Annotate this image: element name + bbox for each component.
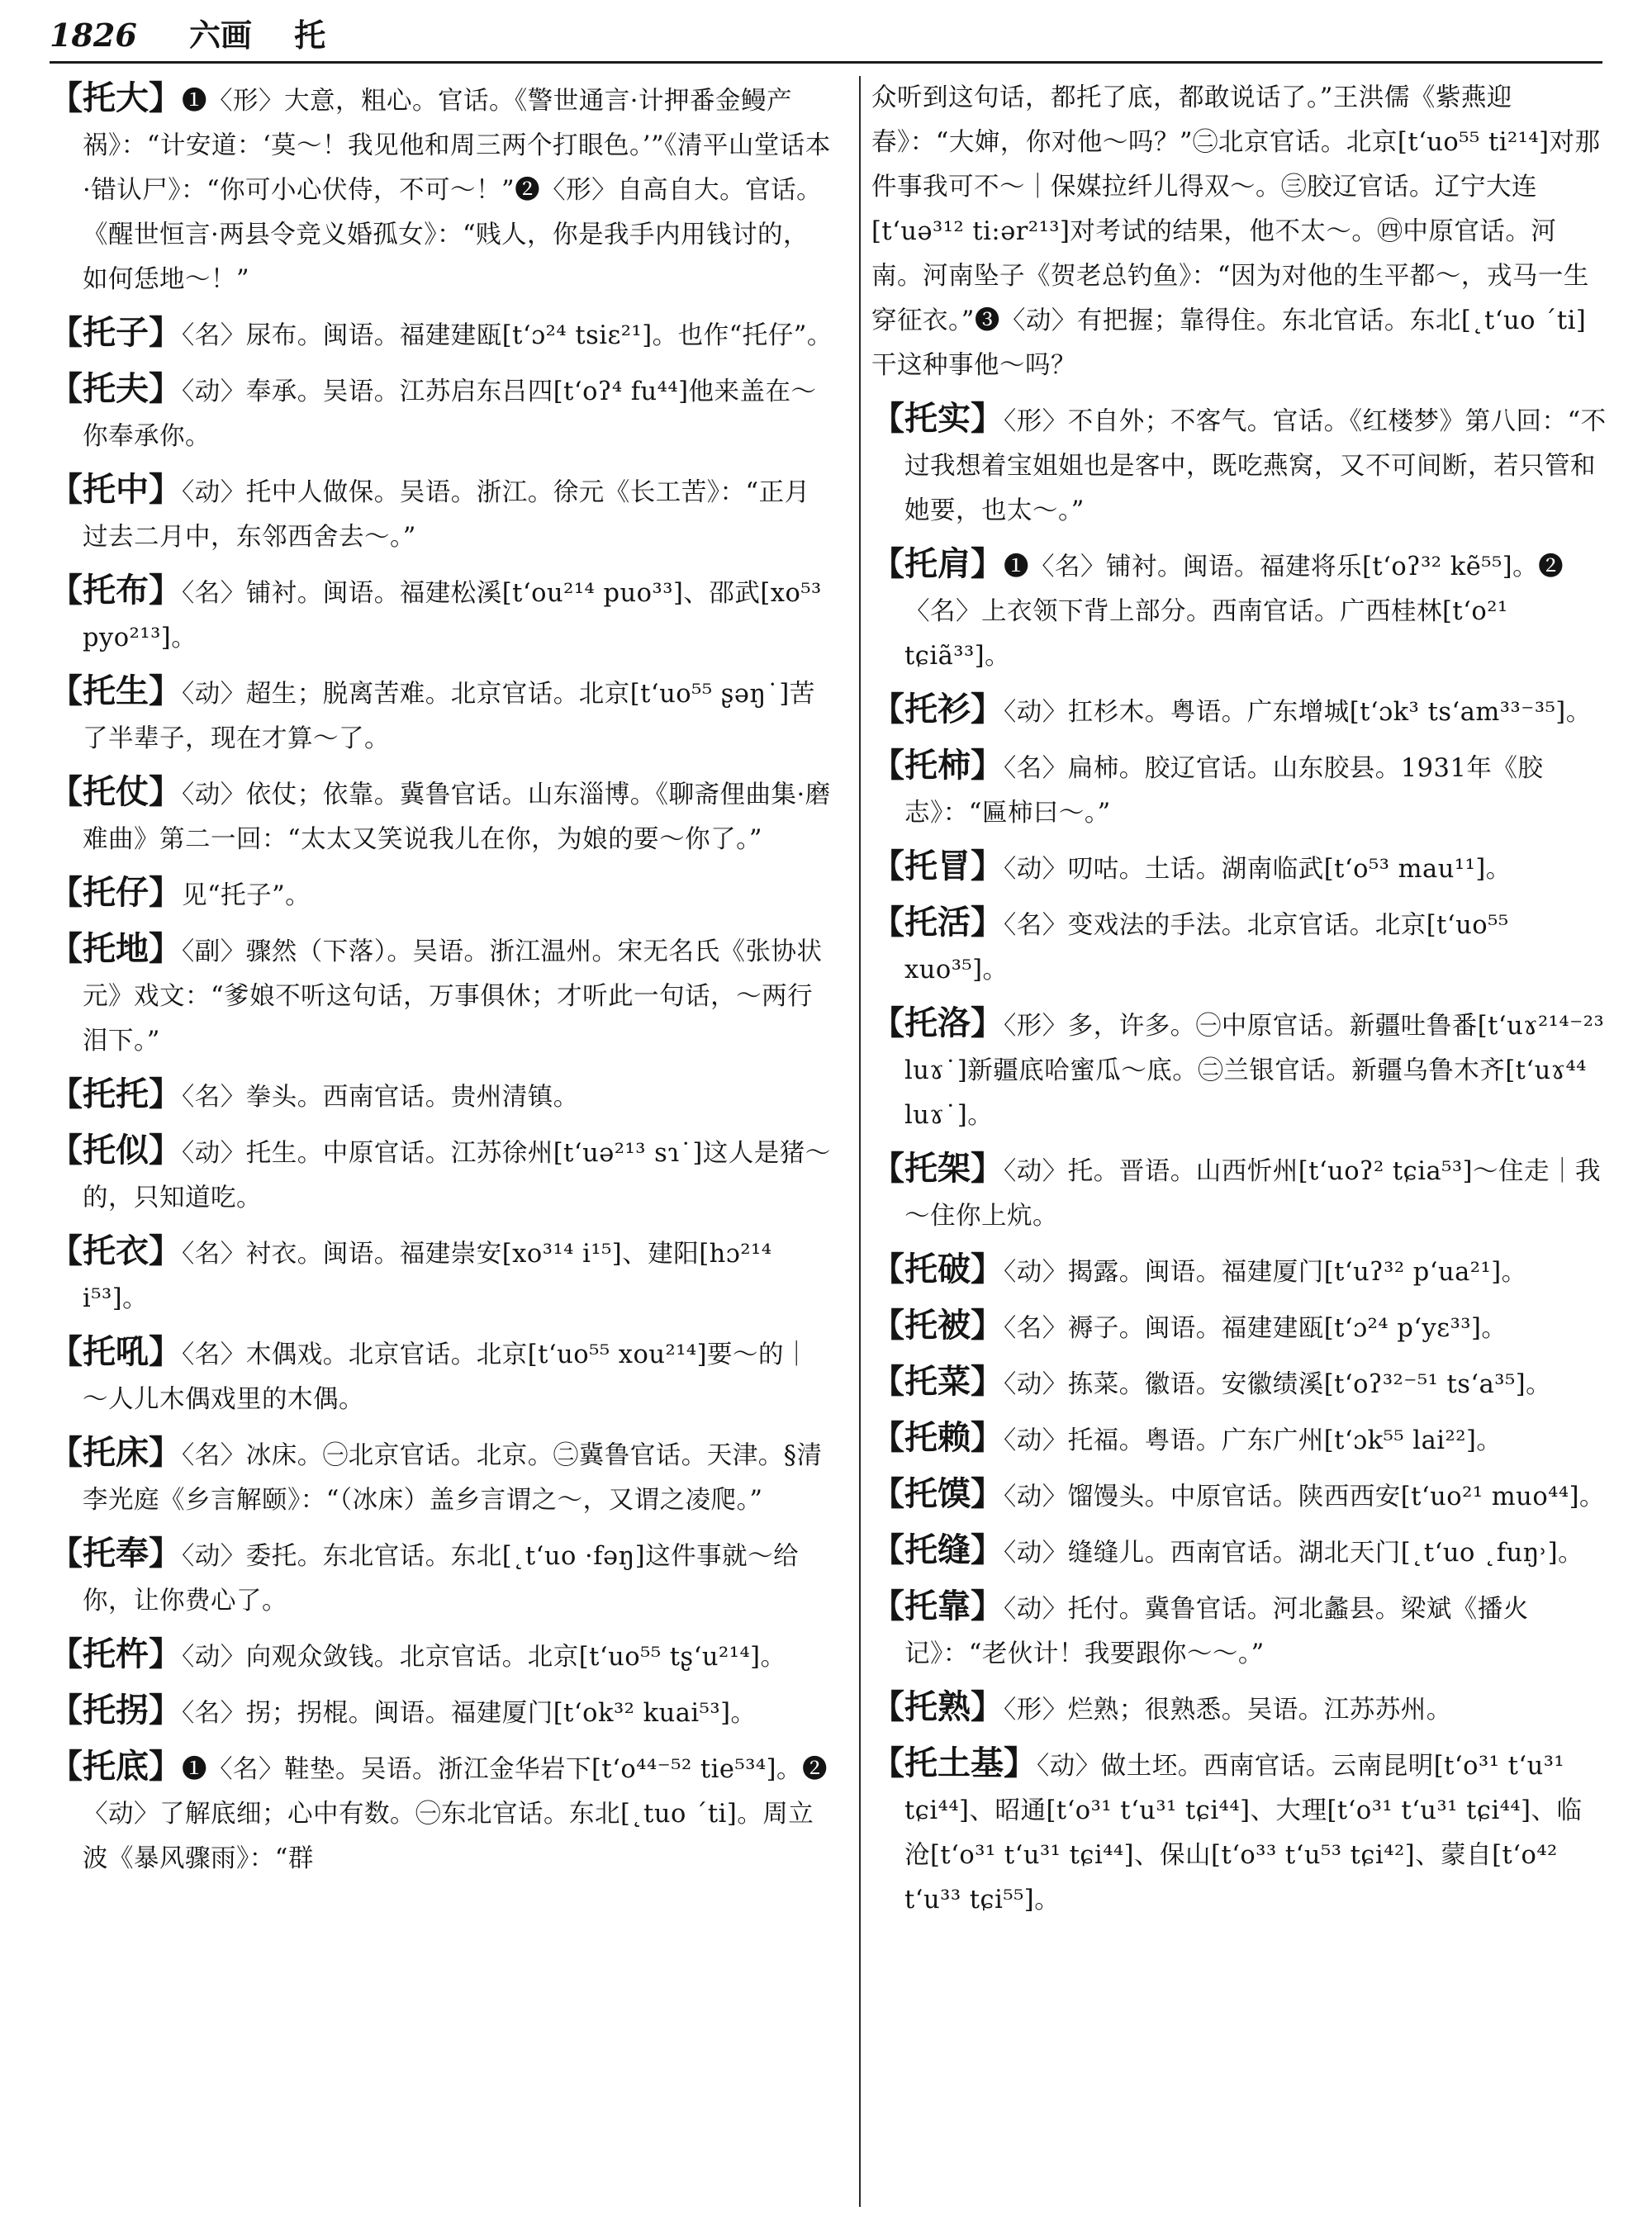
entry-headword: 【托活】: [871, 903, 1004, 942]
entry-definition: ❶〈名〉鞋垫。吴语。浙江金华岩下[tʻo⁴⁴⁻⁵² tie⁵³⁴]。❷〈动〉了解底细；心中有数。㊀东北官话。东北[˛tuo ˊti]。周立波《暴风骤雨》：“群: [83, 1755, 828, 1873]
dictionary-entry: [871, 743, 1607, 836]
entry-headword: 【托拐】: [50, 1691, 182, 1729]
entry-headword: 【托土基】: [871, 1744, 1037, 1782]
dictionary-entry: [871, 900, 1607, 993]
dictionary-entry: [871, 1741, 1607, 1923]
entry-headword: 【托肩】: [871, 544, 1004, 583]
dictionary-entry: [50, 568, 834, 661]
dictionary-entry: [50, 1744, 834, 1881]
dictionary-entry: [871, 844, 1607, 892]
entry-definition: 〈名〉衬衣。闽语。福建崇安[xo³¹⁴ i¹⁵]、建阳[hɔ²¹⁴ i⁵³]。: [83, 1240, 772, 1313]
entry-headword: 【托菜】: [871, 1362, 1004, 1401]
entry-definition: 〈名〉拐；拐棍。闽语。福建厦门[tʻok³² kuai⁵³]。: [182, 1699, 757, 1728]
entry-definition: 众听到这句话，都托了底，都敢说话了。”王洪儒《紫燕迎春》：“大婶，你对他～吗？”㊁北京官话。北京[tʻuo⁵⁵ ti²¹⁴]对那件事我可不～｜保媒拉纤儿得双～。㊂胶辽官话。辽宁大连[tʻuə³¹² ti:ər²¹³]对考试的结果，他不太～。㊃中原官话。河南。河南坠子《贺老总钓鱼》：“因为对他的生平都～，戎马一生穿征衣。”❸〈动〉有把握；靠得住。东北官话。东北[˛tʻuo ˊti]干这种事他～吗？: [871, 83, 1601, 380]
entry-headword: 【托大】: [50, 78, 182, 117]
entry-headword: 【托被】: [871, 1306, 1004, 1345]
entry-headword: 【托架】: [871, 1149, 1004, 1188]
dictionary-entry: [871, 687, 1607, 735]
entry-definition: 〈名〉扁柿。胶辽官话。山东胶县。1931年《胶志》：“匾柿曰～。”: [904, 754, 1544, 828]
dictionary-entry: [871, 1303, 1607, 1351]
entry-headword: 【托布】: [50, 571, 182, 610]
entry-headword: 【托熟】: [871, 1687, 1004, 1726]
entry-definition: 〈动〉奉承。吴语。江苏启东吕四[tʻoʔ⁴ fu⁴⁴]他来盖在～你奉承你。: [83, 377, 817, 451]
entry-definition: 〈动〉馏馒头。中原官话。陕西西安[tʻuo²¹ muo⁴⁴]。: [1004, 1483, 1606, 1511]
dictionary-entry: [50, 367, 834, 459]
entry-definition: 〈形〉烂熟；很熟悉。吴语。江苏苏州。: [1004, 1696, 1452, 1725]
dictionary-entry: [871, 1685, 1607, 1733]
entry-definition: 〈动〉托福。粤语。广东广州[tʻɔk⁵⁵ lai²²]。: [1004, 1426, 1502, 1455]
dictionary-entry: [50, 1330, 834, 1422]
entry-definition: ❶〈形〉大意，粗心。官话。《警世通言·计押番金鳗产祸》：“计安道：‘莫～！我见他和周三两个打眼色。’”《清平山堂话本·错认尸》：“你可小心伏侍，不可～！”❷〈形〉自高自大。官话。《醒世恒言·两县令竞义婚孤女》：“贱人，你是我手内用钱讨的，如何恁地～！”: [83, 87, 831, 294]
entry-definition: 〈名〉褥子。闽语。福建建瓯[tʻɔ²⁴ pʻyɛ³³]。: [1004, 1314, 1507, 1343]
header-rule: [50, 61, 1602, 64]
entry-definition: 〈动〉托付。冀鲁官话。河北蠡县。梁斌《播火记》：“老伙计！我要跟你～～。”: [904, 1595, 1529, 1668]
dictionary-entry: [871, 542, 1607, 679]
dictionary-entry: [871, 1584, 1607, 1677]
entry-headword: 【托仔】: [50, 873, 182, 912]
column-divider: [859, 76, 861, 2207]
dictionary-entry: [871, 396, 1607, 534]
entry-headword: 【托生】: [50, 671, 182, 710]
dictionary-entry: [871, 1416, 1607, 1464]
dictionary-entry: [50, 871, 834, 918]
entry-headword: 【托缝】: [871, 1530, 1004, 1569]
dictionary-entry: [50, 669, 834, 762]
stroke-section: 六画: [189, 17, 253, 54]
entry-definition: 〈动〉拣菜。徽语。安徽绩溪[tʻoʔ³²⁻⁵¹ tsʻa³⁵]。: [1004, 1370, 1552, 1399]
entry-headword: 【托吼】: [50, 1332, 182, 1371]
entry-definition: 〈动〉托。晋语。山西忻州[tʻuoʔ² tɕia⁵³]～住走｜我～住你上炕。: [904, 1157, 1602, 1231]
entry-definition: 〈名〉铺衬。闽语。福建松溪[tʻou²¹⁴ puo³³]、邵武[xo⁵³ pyo²¹³]。: [83, 579, 822, 652]
entry-headword: 【托杵】: [50, 1635, 182, 1673]
dictionary-entry: [871, 1359, 1607, 1407]
entry-headword: 【托实】: [871, 399, 1004, 438]
entry-definition: 〈名〉变戏法的手法。北京官话。北京[tʻuo⁵⁵ xuo³⁵]。: [904, 911, 1509, 985]
entry-headword: 【托子】: [50, 313, 182, 352]
entry-headword: 【托中】: [50, 470, 182, 509]
entry-definition: 〈动〉做土坯。西南官话。云南昆明[tʻo³¹ tʻu³¹ tɕi⁴⁴]、昭通[tʻo³¹ tʻu³¹ tɕi⁴⁴]、大理[tʻo³¹ tʻu³¹ tɕi⁴⁴]、临沧[tʻo³¹ tʻu³¹ tɕi⁴⁴]、保山[tʻo³³ tʻu⁵³ tɕi⁴²]、蒙自[tʻo⁴² tʻu³³ tɕi⁵⁵]。: [904, 1752, 1583, 1914]
entry-definition: 〈副〉骤然（下落）。吴语。浙江温州。宋无名氏《张协状元》戏文：“爹娘不听这句话，万事俱休；才听此一句话，～两行泪下。”: [83, 937, 823, 1056]
entry-headword: 【托夫】: [50, 369, 182, 408]
dictionary-entry: [50, 1128, 834, 1221]
entry-headword: 【托地】: [50, 929, 182, 968]
entry-definition: 〈名〉冰床。㊀北京官话。北京。㊁冀鲁官话。天津。§清李光庭《乡言解颐》：“（冰床）盖乡言谓之～，又谓之凌爬。”: [83, 1441, 823, 1515]
dictionary-entry: [50, 1632, 834, 1680]
right-column: [871, 76, 1607, 1931]
entry-headword: 【托床】: [50, 1433, 182, 1472]
entry-definition: 〈动〉托生。中原官话。江苏徐州[tʻuə²¹³ sɿ˙]这人是猪～的，只知道吃。: [83, 1139, 831, 1212]
entry-headword: 【托奉】: [50, 1534, 182, 1573]
dictionary-entry: [50, 770, 834, 862]
page-header: [50, 12, 1611, 59]
entry-definition: 〈动〉超生；脱离苦难。北京官话。北京[tʻuo⁵⁵ ʂəŋ˙]苦了半辈子，现在才算～了。: [83, 680, 815, 753]
entry-headword: 【托托】: [50, 1075, 182, 1113]
entry-headword: 【托柿】: [871, 746, 1004, 785]
entry-definition: 〈形〉不自外；不客气。官话。《红楼梦》第八回：“不过我想着宝姐姐也是客中，既吃燕窝，又不可间断，若只管和她要，也太～。”: [904, 407, 1607, 525]
page-number: 1826: [50, 17, 137, 54]
dictionary-entry: [50, 1229, 834, 1321]
entry-headword: 【托靠】: [871, 1587, 1004, 1625]
dictionary-entry: [50, 927, 834, 1064]
dictionary-entry: [871, 1001, 1607, 1138]
entry-definition: 〈名〉拳头。西南官话。贵州清镇。: [182, 1083, 579, 1112]
entry-headword: 【托破】: [871, 1250, 1004, 1288]
entry-definition: 〈名〉尿布。闽语。福建建瓯[tʻɔ²⁴ tsiɛ²¹]。也作“托仔”。: [182, 321, 833, 350]
entry-definition: 〈形〉多，许多。㊀中原官话。新疆吐鲁番[tʻuɤ²¹⁴⁻²³ luɤ˙]新疆底哈蜜瓜～底。㊁兰银官话。新疆乌鲁木齐[tʻuɤ⁴⁴ luɤ˙]。: [904, 1012, 1605, 1130]
dictionary-entry: [871, 1247, 1607, 1295]
dictionary-entry: [50, 1431, 834, 1523]
entry-definition: 〈名〉木偶戏。北京官话。北京[tʻuo⁵⁵ xou²¹⁴]要～的｜～人儿木偶戏里的木偶。: [83, 1340, 810, 1414]
entry-definition: 〈动〉扛杉木。粤语。广东增城[tʻɔk³ tsʻam³³⁻³⁵]。: [1004, 698, 1592, 727]
left-column: [50, 76, 834, 1890]
entry-headword: 【托衣】: [50, 1231, 182, 1270]
entry-definition: 〈动〉委托。东北官话。东北[˛tʻuo ·fəŋ]这件事就～给你，让你费心了。: [83, 1542, 800, 1616]
dictionary-entry: [50, 76, 834, 302]
dictionary-entry: [871, 1472, 1607, 1520]
entry-definition: 〈动〉依仗；依靠。冀鲁官话。山东淄博。《聊斋俚曲集·磨难曲》第二一回：“太太又笑说我儿在你，为娘的要～你了。”: [83, 780, 831, 854]
dictionary-entry: [50, 1688, 834, 1736]
dictionary-entry: [871, 76, 1607, 388]
entry-definition: 〈动〉托中人做保。吴语。浙江。徐元《长工苦》：“正月过去二月中，东邻西舍去～。”: [83, 478, 810, 552]
dictionary-entry: [50, 1072, 834, 1120]
entry-headword: 【托仗】: [50, 772, 182, 811]
entry-headword: 【托冒】: [871, 847, 1004, 885]
entry-definition: 〈动〉缝缝儿。西南官话。湖北天门[˛tʻuo ˛fuŋ˒]。: [1004, 1539, 1584, 1568]
entry-definition: 〈动〉向观众敛钱。北京官话。北京[tʻuo⁵⁵ tʂʻu²¹⁴]。: [182, 1643, 786, 1672]
header-character: 托: [294, 17, 326, 54]
entry-headword: 【托赖】: [871, 1418, 1004, 1457]
dictionary-entry: [871, 1528, 1607, 1576]
entry-headword: 【托底】: [50, 1747, 182, 1786]
dictionary-entry: [871, 1146, 1607, 1239]
entry-headword: 【托似】: [50, 1131, 182, 1170]
entry-definition: 见“托子”。: [182, 881, 311, 910]
dictionary-entry: [50, 311, 834, 358]
entry-headword: 【托衫】: [871, 690, 1004, 728]
dictionary-entry: [50, 467, 834, 560]
entry-definition: 〈动〉叨咕。土话。湖南临武[tʻo⁵³ mau¹¹]。: [1004, 855, 1512, 884]
entry-definition: 〈动〉揭露。闽语。福建厦门[tʻuʔ³² pʻua²¹]。: [1004, 1258, 1527, 1287]
entry-definition: ❶〈名〉铺衬。闽语。福建将乐[tʻoʔ³² kẽ⁵⁵]。❷〈名〉上衣领下背上部分。西南官话。广西桂林[tʻo²¹ tɕiã³³]。: [904, 553, 1564, 671]
entry-headword: 【托洛】: [871, 1004, 1004, 1042]
dictionary-entry: [50, 1531, 834, 1624]
entry-headword: 【托馍】: [871, 1474, 1004, 1513]
